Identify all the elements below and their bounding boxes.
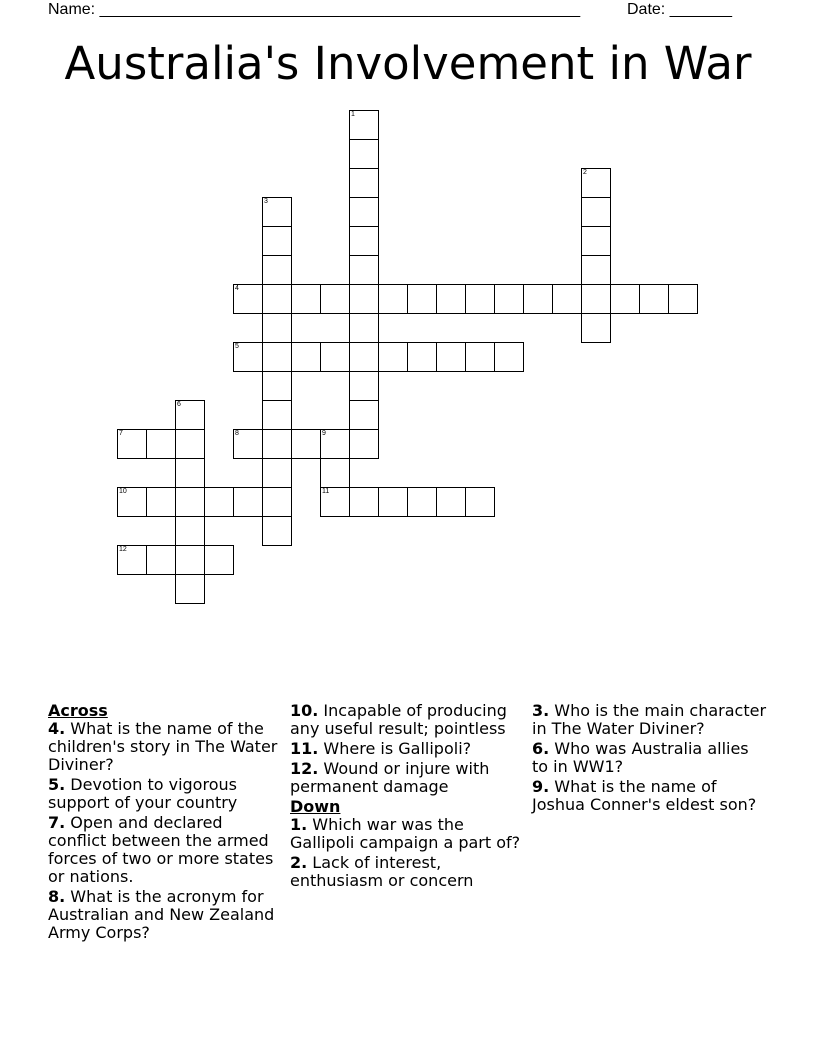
grid-cell[interactable] — [581, 284, 611, 314]
grid-cell[interactable] — [349, 168, 379, 198]
grid-cell[interactable] — [349, 429, 379, 459]
grid-cell[interactable] — [262, 429, 292, 459]
grid-cell[interactable] — [349, 487, 379, 517]
clue-down-1 — [290, 816, 526, 852]
clue-number: 8. — [48, 887, 66, 906]
clue-text: Who was Australia allies to in WW1? — [532, 739, 749, 776]
clue-text: What is the name of the children's story in The Water Diviner? — [48, 719, 278, 774]
across-heading: Across — [48, 701, 108, 720]
clue-number: 1. — [290, 815, 308, 834]
grid-cell[interactable] — [552, 284, 582, 314]
grid-cell[interactable] — [407, 342, 437, 372]
clue-number: 7. — [48, 813, 66, 832]
clue-text: Where is Gallipoli? — [318, 739, 472, 758]
grid-cell[interactable] — [581, 255, 611, 285]
grid-cell[interactable] — [668, 284, 698, 314]
grid-cell-number: 10 — [119, 488, 127, 495]
grid-cell[interactable] — [349, 197, 379, 227]
grid-cell[interactable] — [349, 371, 379, 401]
grid-cell[interactable] — [233, 284, 263, 314]
name-field-label: Name: ______________________________________________________ — [48, 1, 581, 18]
grid-cell[interactable] — [465, 487, 495, 517]
grid-cell[interactable] — [262, 313, 292, 343]
grid-cell[interactable] — [349, 313, 379, 343]
grid-cell[interactable] — [291, 342, 321, 372]
grid-cell[interactable] — [175, 487, 205, 517]
grid-cell[interactable] — [349, 255, 379, 285]
grid-cell-number: 12 — [119, 546, 127, 553]
grid-cell-number: 4 — [235, 285, 239, 292]
date-field-label: Date: _______ — [627, 1, 732, 18]
clue-column-1 — [48, 702, 284, 944]
grid-cell[interactable] — [262, 226, 292, 256]
grid-cell[interactable] — [465, 342, 495, 372]
grid-cell[interactable] — [262, 458, 292, 488]
grid-cell[interactable] — [175, 574, 205, 604]
grid-cell[interactable] — [146, 429, 176, 459]
grid-cell[interactable] — [523, 284, 553, 314]
grid-cell[interactable] — [378, 487, 408, 517]
grid-cell-number: 7 — [119, 430, 123, 437]
clue-column-2 — [290, 702, 526, 892]
grid-cell[interactable] — [175, 400, 205, 430]
grid-cell[interactable] — [262, 371, 292, 401]
grid-cell[interactable] — [291, 429, 321, 459]
grid-cell[interactable] — [494, 342, 524, 372]
grid-cell[interactable] — [233, 429, 263, 459]
grid-cell[interactable] — [349, 400, 379, 430]
clue-down-3 — [532, 702, 768, 738]
grid-cell-number: 6 — [177, 401, 181, 408]
grid-cell[interactable] — [262, 516, 292, 546]
clue-across-4 — [48, 720, 284, 774]
grid-cell[interactable] — [175, 545, 205, 575]
grid-cell[interactable] — [349, 284, 379, 314]
grid-cell-number: 1 — [351, 111, 355, 118]
grid-cell[interactable] — [378, 284, 408, 314]
clue-number: 2. — [290, 853, 308, 872]
grid-cell[interactable] — [262, 400, 292, 430]
clue-text: What is the name of Joshua Conner's eldest son? — [532, 777, 757, 814]
clue-down-2 — [290, 854, 526, 890]
clue-number: 11. — [290, 739, 319, 758]
grid-cell[interactable] — [262, 487, 292, 517]
clue-down-9 — [532, 778, 768, 814]
grid-cell[interactable] — [581, 226, 611, 256]
grid-cell[interactable] — [320, 429, 350, 459]
clue-text: Incapable of producing any useful result; pointless — [290, 701, 507, 738]
grid-cell[interactable] — [117, 429, 147, 459]
grid-cell-number: 3 — [264, 198, 268, 205]
clue-text: Lack of interest, enthusiasm or concern — [290, 853, 474, 890]
clue-across-11 — [290, 740, 526, 758]
down-heading: Down — [290, 797, 341, 816]
clue-number: 9. — [532, 777, 550, 796]
grid-cell[interactable] — [175, 458, 205, 488]
clue-text: Who is the main character in The Water Diviner? — [532, 701, 767, 738]
page-title: Australia's Involvement in War — [64, 37, 752, 90]
clue-down-6 — [532, 740, 768, 776]
grid-cell[interactable] — [175, 516, 205, 546]
clue-across-5 — [48, 776, 284, 812]
grid-cell[interactable] — [291, 284, 321, 314]
grid-cell[interactable] — [378, 342, 408, 372]
clue-text: Devotion to vigorous support of your country — [48, 775, 238, 812]
clue-column-3 — [532, 702, 768, 816]
grid-cell[interactable] — [494, 284, 524, 314]
grid-cell[interactable] — [349, 110, 379, 140]
grid-cell-number: 2 — [583, 169, 587, 176]
grid-cell[interactable] — [639, 284, 669, 314]
grid-cell[interactable] — [436, 284, 466, 314]
clue-number: 5. — [48, 775, 66, 794]
grid-cell-number: 9 — [322, 430, 326, 437]
grid-cell[interactable] — [262, 255, 292, 285]
clue-text: What is the acronym for Australian and New Zealand Army Corps? — [48, 887, 275, 942]
grid-cell[interactable] — [262, 197, 292, 227]
clue-text: Open and declared conflict between the armed forces of two or more states or nations. — [48, 813, 274, 886]
grid-cell[interactable] — [320, 458, 350, 488]
grid-cell[interactable] — [233, 487, 263, 517]
grid-cell[interactable] — [117, 545, 147, 575]
clue-across-8 — [48, 888, 284, 942]
clue-across-7 — [48, 814, 284, 886]
grid-cell[interactable] — [320, 342, 350, 372]
clue-number: 4. — [48, 719, 66, 738]
grid-cell[interactable] — [581, 168, 611, 198]
grid-cell[interactable] — [146, 487, 176, 517]
grid-cell[interactable] — [146, 545, 176, 575]
grid-cell[interactable] — [349, 342, 379, 372]
grid-cell[interactable] — [407, 487, 437, 517]
grid-cell[interactable] — [436, 487, 466, 517]
grid-cell[interactable] — [349, 226, 379, 256]
grid-cell[interactable] — [233, 342, 263, 372]
clue-number: 3. — [532, 701, 550, 720]
grid-cell[interactable] — [581, 313, 611, 343]
grid-cell-number: 11 — [322, 488, 330, 495]
grid-cell[interactable] — [349, 139, 379, 169]
grid-cell[interactable] — [175, 429, 205, 459]
grid-cell[interactable] — [581, 197, 611, 227]
grid-cell[interactable] — [465, 284, 495, 314]
clue-across-10 — [290, 702, 526, 738]
grid-cell-number: 5 — [235, 343, 239, 350]
grid-cell[interactable] — [407, 284, 437, 314]
grid-cell[interactable] — [204, 487, 234, 517]
grid-cell[interactable] — [610, 284, 640, 314]
grid-cell[interactable] — [262, 284, 292, 314]
clue-number: 10. — [290, 701, 319, 720]
grid-cell[interactable] — [320, 487, 350, 517]
clue-number: 12. — [290, 759, 319, 778]
grid-cell-number: 8 — [235, 430, 239, 437]
clue-number: 6. — [532, 739, 550, 758]
grid-cell[interactable] — [117, 487, 147, 517]
clue-text: Wound or injure with permanent damage — [290, 759, 490, 796]
grid-cell[interactable] — [204, 545, 234, 575]
grid-cell[interactable] — [320, 284, 350, 314]
clue-text: Which war was the Gallipoli campaign a part of? — [290, 815, 521, 852]
clue-across-12 — [290, 760, 526, 796]
grid-cell[interactable] — [262, 342, 292, 372]
grid-cell[interactable] — [436, 342, 466, 372]
